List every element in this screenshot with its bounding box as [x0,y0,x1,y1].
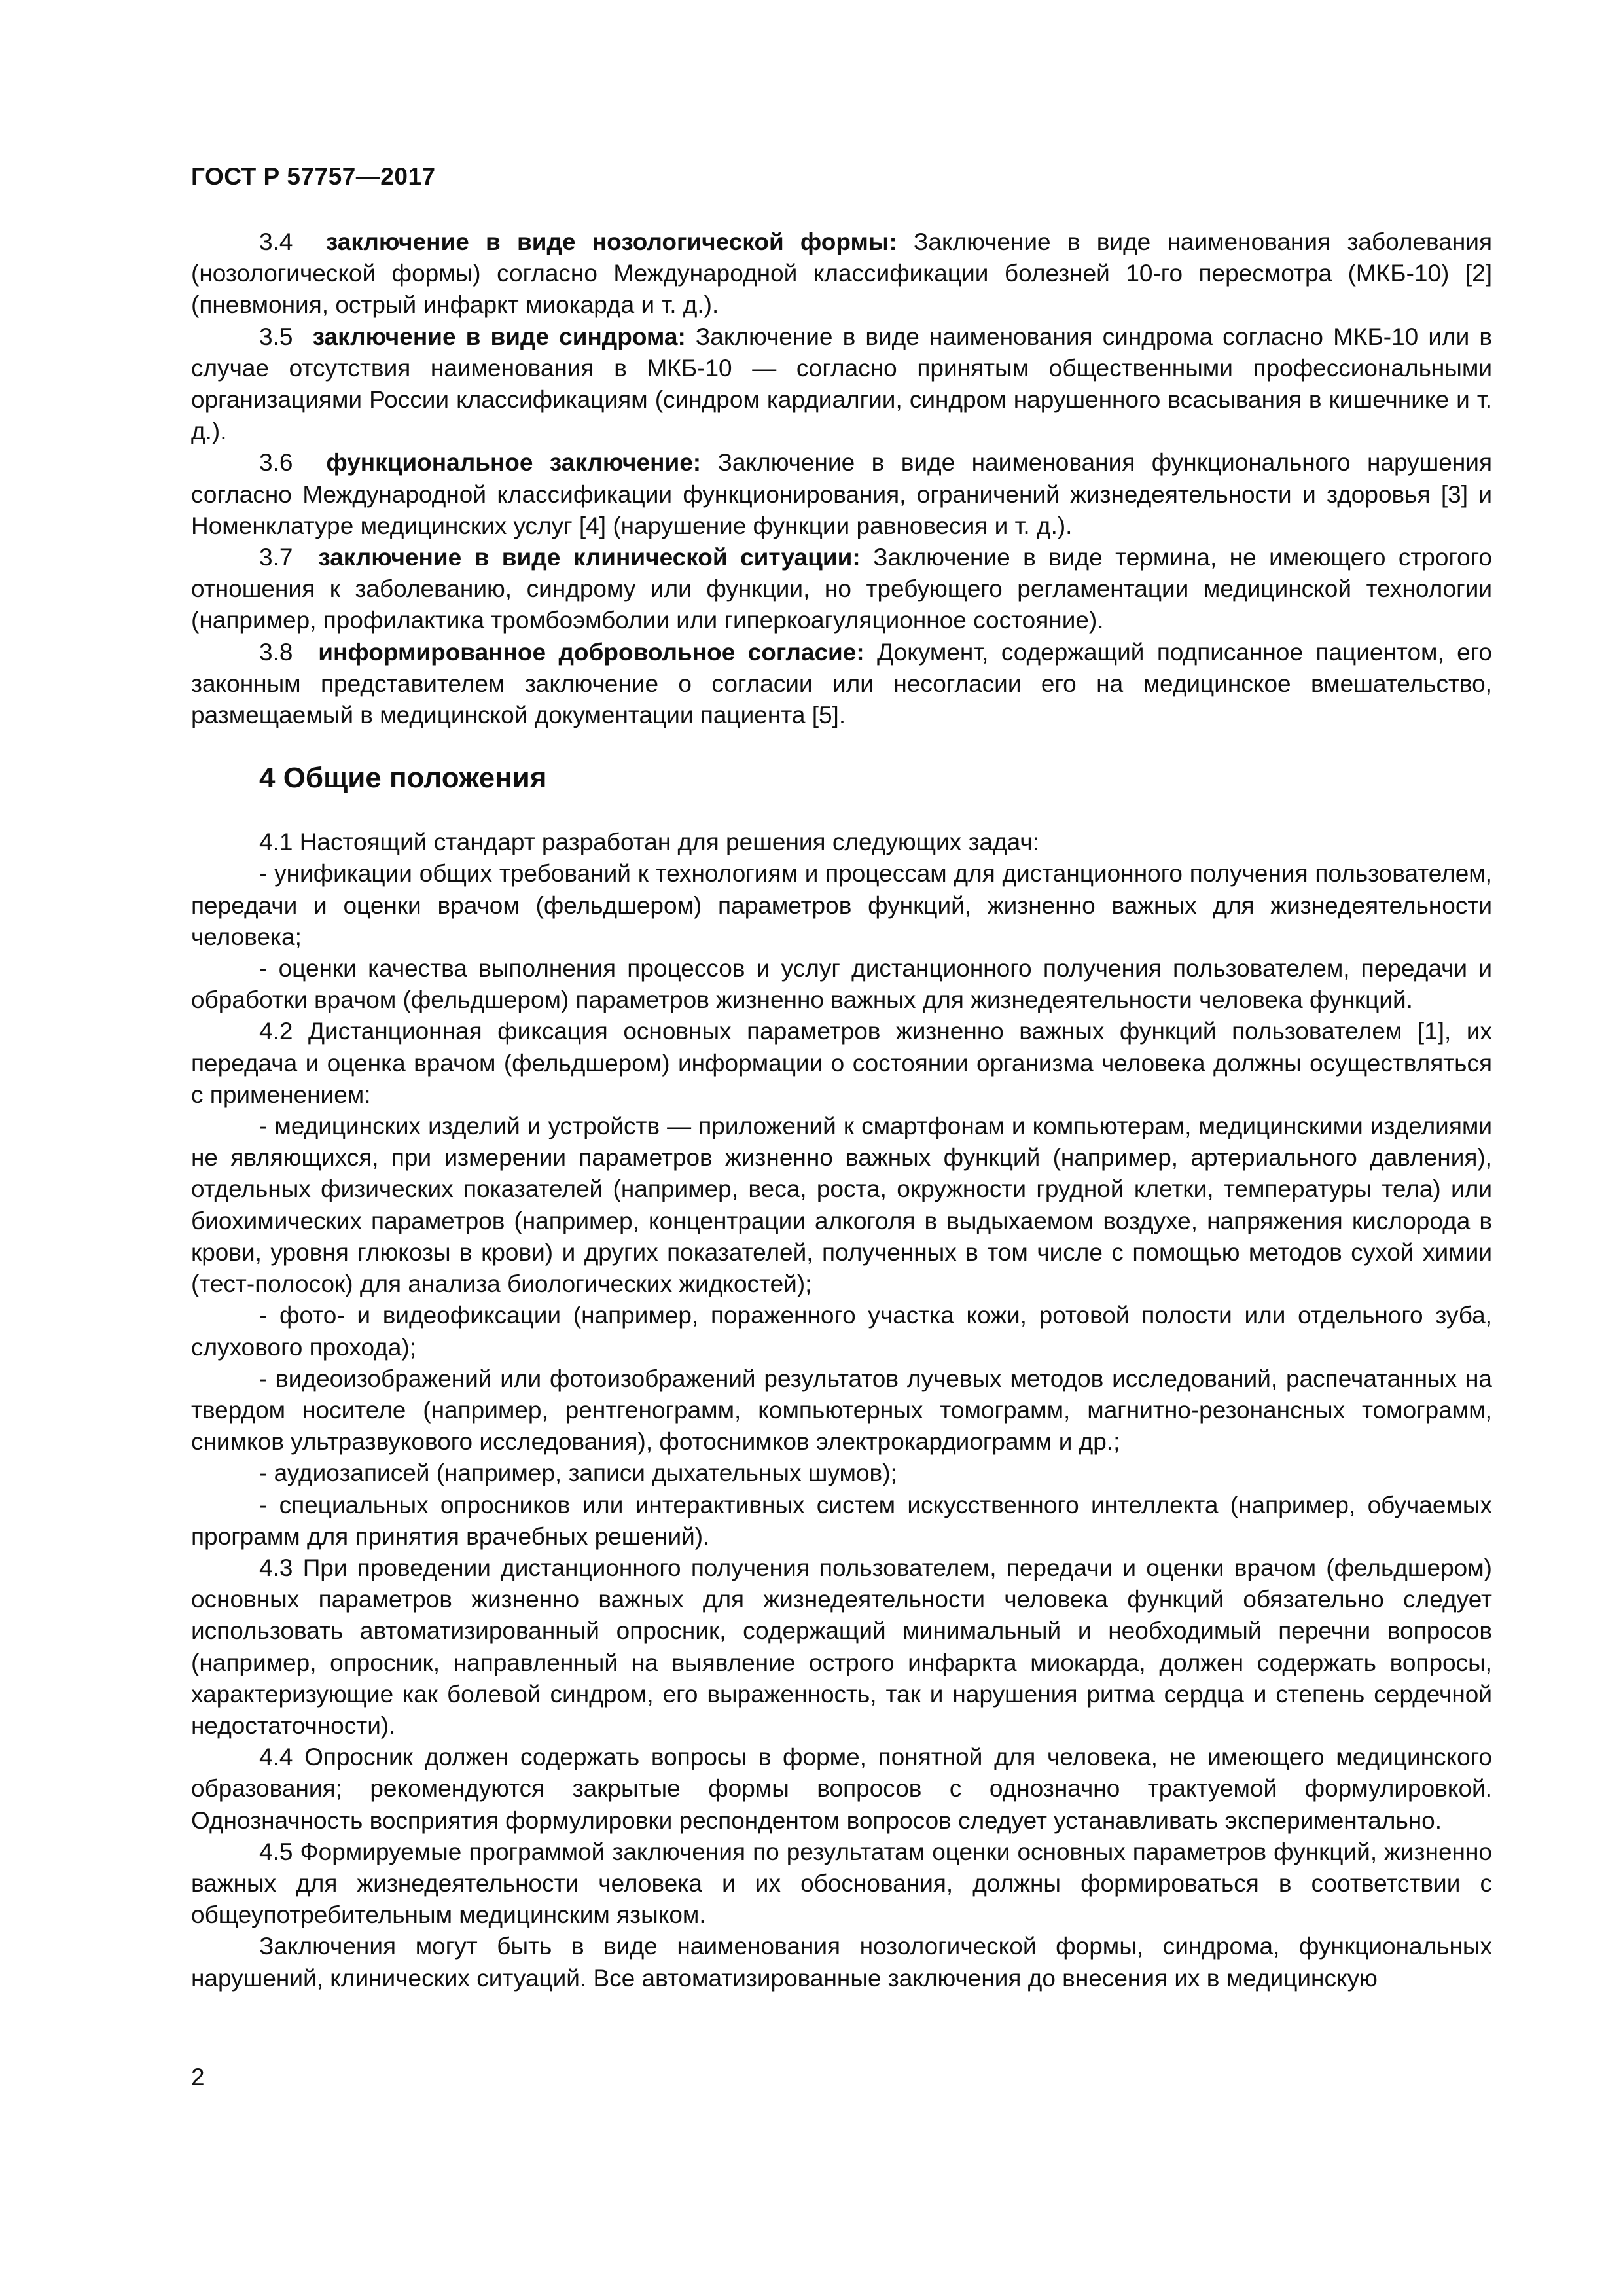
term-definition: Заключение в виде наименования функционального нарушения согласно Международной классификации функционирования, ограничений жизнедеятельности и здоровья [3] и Номенклатуре медицинских услуг [4] (нарушение функции равновесия и т. д.). [191,449,1493,539]
list-item: - специальных опросников или интерактивных систем искусственного интеллекта (например, обучаемых программ для принятия врачебных решений). [191,1491,1492,1550]
term-definition: Заключение в виде наименования синдрома согласно МКБ-10 или в случае отсутствия наименования в МКБ-10 — согласно принятым общественными профессиональными организациями России классификациям (синдром кардиалгии, синдром нарушенного всасывания в кишечнике и т. д.). [191,323,1493,445]
term-name: заключение в виде нозологической формы: [325,228,897,255]
term-name: информированное добровольное согласие: [318,638,865,666]
paragraph-4-3: 4.3 При проведении дистанционного получения пользователем, передачи и оценки врачом (фельдшером) основных параметров жизненно важных для жизнедеятельности человека функций обязательно следует использовать автоматизированный опросник, содержащий минимальный и необходимый перечни вопросов (например, опросник, направленный на выявление острого инфаркта миокарда, должен содержать вопросы, характеризующие как болевой синдром, его выраженность, так и нарушения ритма сердца и степень сердечной недостаточности). [191,1554,1492,1739]
list-item: - фото- и видеофиксации (например, пораженного участка кожи, ротовой полости или отдельного зуба, слухового прохода); [191,1302,1492,1361]
paragraph-conclusions: Заключения могут быть в виде наименования нозологической формы, синдрома, функциональных нарушений, клинических ситуаций. Все автоматизированные заключения до внесения их в медицинскую [191,1933,1492,1992]
page-content [191,226,1492,1994]
list-item: - оценки качества выполнения процессов и услуг дистанционного получения пользователем, передачи и обработки врачом (фельдшером) параметров жизненно важных для жизнедеятельности человека функций. [191,955,1492,1014]
term-definition: Заключение в виде наименования заболевания (нозологической формы) согласно Международной классификации болезней 10-го пересмотра (МКБ-10) [2] (пневмония, острый инфаркт миокарда и т. д.). [191,228,1492,319]
list-item: - унификации общих требований к технологиям и процессам для дистанционного получения пользователем, передачи и оценки врачом (фельдшером) параметров функций, жизненно важных для жизнедеятельности человека; [191,860,1492,950]
term-3-4 [191,226,1492,321]
term-number: 3.5 [259,323,293,350]
paragraph-4-1: 4.1 Настоящий стандарт разработан для решения следующих задач: [259,829,1039,856]
term-number: 3.4 [259,228,293,255]
term-definition: Заключение в виде термина, не имеющего строгого отношения к заболеванию, синдрому или функции, но требующего регламентации медицинской технологии (например, профилактика тромбоэмболии или гиперкоагуляционное состояние). [191,544,1492,634]
list-item: - аудиозаписей (например, записи дыхательных шумов); [259,1460,897,1487]
page-number: 2 [191,2064,205,2090]
term-number: 3.8 [259,638,293,666]
term-definition: Документ, содержащий подписанное пациентом, его законным представителем заключение о согласии или несогласии его на медицинское вмешательство, размещаемый в медицинской документации пациента [5]. [191,638,1493,729]
paragraph-4-4: 4.4 Опросник должен содержать вопросы в форме, понятной для человека, не имеющего медицинского образования; рекомендуются закрытые формы вопросов с однозначно трактуемой формулировкой. Однозначность восприятия формулировки респондентом вопросов следует устанавливать экспериментально. [191,1744,1492,1834]
paragraph-4-5: 4.5 Формируемые программой заключения по результатам оценки основных параметров функций, жизненно важных для жизнедеятельности человека и их обоснования, должны формироваться в соответствии с общеупотребительным медицинским языком. [191,1838,1492,1929]
list-item: - видеоизображений или фотоизображений результатов лучевых методов исследований, распечатанных на твердом носителе (например, рентгенограмм, компьютерных томограмм, магнитно-резонансных томограмм, снимков ультразвукового исследования), фотоснимков электрокардиограмм и др.; [191,1365,1492,1456]
list-item: - медицинских изделий и устройств — приложений к смартфонам и компьютерам, медицинскими изделиями не являющихся, при измерении параметров жизненно важных функций (например, артериального давления), отдельных физических показателей (например, веса, роста, окружности грудной клетки, температуры тела) или биохимических параметров (например, концентрации алкоголя в выдыхаемом воздухе, напряжения кислорода в крови, уровня глюкозы в крови) и других показателей, полученных в том числе с помощью методов сухой химии (тест-полосок) для анализа биологических жидкостей); [191,1113,1492,1298]
document-code-header: ГОСТ Р 57757—2017 [191,163,436,190]
term-name: заключение в виде клинической ситуации: [318,544,861,571]
term-name: функциональное заключение: [326,449,702,476]
term-3-6 [191,447,1492,542]
term-3-8 [191,637,1492,732]
term-number: 3.6 [259,449,293,476]
term-name: заключение в виде синдрома: [312,323,686,350]
term-3-5 [191,321,1492,448]
term-number: 3.7 [259,544,293,571]
paragraph-4-2: 4.2 Дистанционная фиксация основных параметров жизненно важных функций пользователем [1], их передача и оценка врачом (фельдшером) информации о состоянии организма человека должны осуществляться с применением: [191,1018,1492,1108]
term-3-7 [191,542,1492,637]
section-heading: 4 Общие положения [259,762,547,795]
